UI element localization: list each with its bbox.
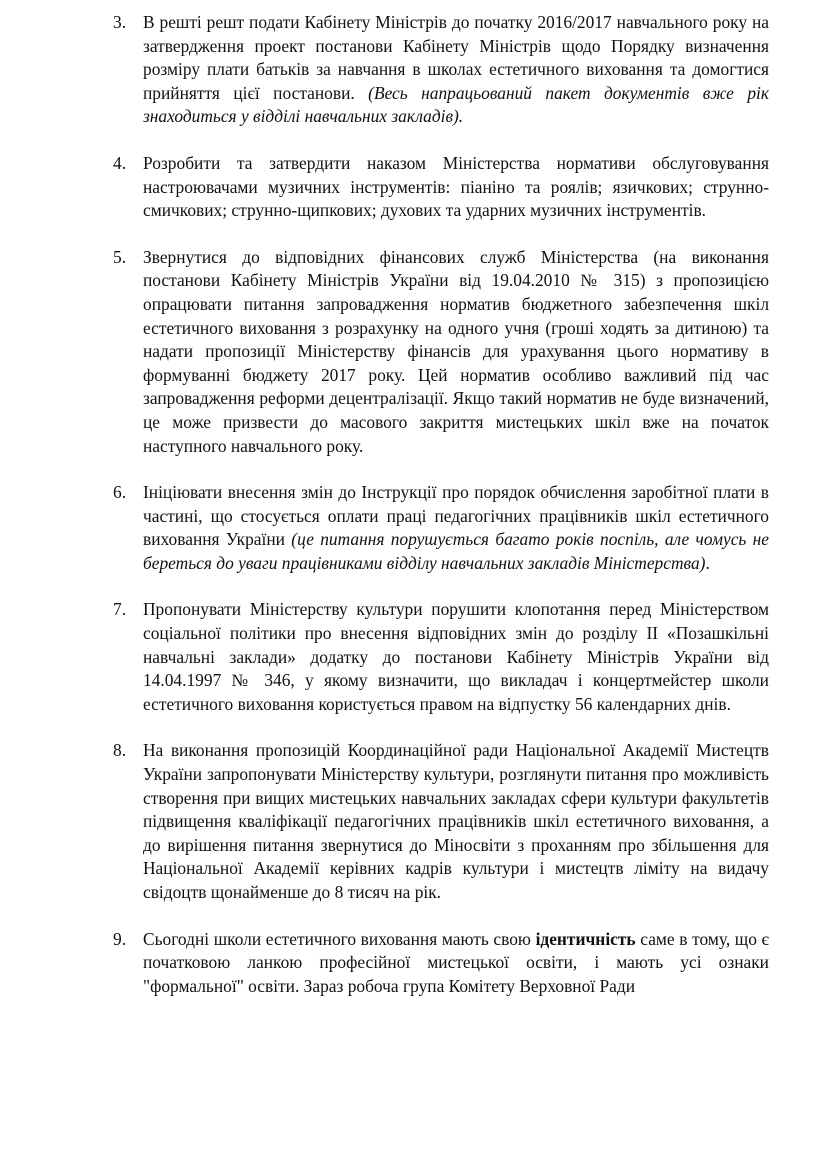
item-text bbox=[143, 928, 769, 999]
item-number: 6. bbox=[113, 482, 127, 503]
item-body: Сьогодні школи естетичного виховання мають свою bbox=[143, 928, 536, 949]
list-item-5 bbox=[113, 246, 769, 458]
list-item-7 bbox=[113, 598, 769, 716]
item-text bbox=[143, 11, 769, 129]
item-text: На виконання пропозицій Координаційної ради Національної Академії Мистецтв України запропонувати Міністерству культури, розглянути питання про можливість створення при вищих мистецьких навчальних закладах сфери культури факультетів підвищення кваліфікації педагогічних працівників шкіл естетичного виховання, а до вирішення питання звернутися до Міносвіти з проханням про збільшення для Національної Академії керівних кадрів культури і мистецтв ліміту на видачу свідоцтв щонайменше до 8 тисяч на рік. bbox=[143, 740, 769, 902]
item-bold-term: ідентичність bbox=[535, 928, 636, 949]
item-italic-note: (Весь напрацьований пакет документів вже рік знаходиться у відділі навчальних закладів). bbox=[143, 82, 769, 127]
list-item-3 bbox=[113, 11, 769, 129]
list-item-8 bbox=[113, 739, 769, 904]
item-tail: . bbox=[705, 552, 710, 573]
item-text: Розробити та затвердити наказом Міністерства нормативи обслуговування настроювачами музичних інструментів: піаніно та роялів; язичкових; струнно-смичкових; струнно-щипкових; духових та ударних музичних інструментів. bbox=[143, 152, 769, 221]
list-item-9 bbox=[113, 928, 769, 999]
item-number: 4. bbox=[113, 152, 127, 173]
document-page bbox=[113, 11, 769, 1021]
item-italic-note: (це питання порушується багато років поспіль, але чомусь не береться до уваги працівниками відділу навчальних закладів Міністерства) bbox=[143, 529, 769, 573]
list-item-6 bbox=[113, 481, 769, 575]
item-number: 5. bbox=[113, 246, 127, 267]
item-body: В решті решт подати Кабінету Міністрів до початку 2016/2017 навчального року на затвердження проект постанови Кабінету Міністрів щодо Порядку визначення розміру плати батьків за навчання в школах естетичного виховання та домогтися прийняття цієї постанови. bbox=[143, 12, 769, 103]
item-number: 7. bbox=[113, 599, 127, 620]
item-tail: саме в тому, що є початковою ланкою професійної мистецької освіти, і мають усі ознаки "формальної" освіти. Зараз робоча група Комітету Верховної Ради bbox=[143, 928, 770, 996]
item-text bbox=[143, 481, 769, 575]
item-number: 3. bbox=[113, 12, 127, 32]
item-text: Звернутися до відповідних фінансових служб Міністерства (на виконання постанови Кабінету Міністрів України від 19.04.2010 № 315) з пропозицією опрацювати питання запровадження норматив бюджетного забезпечення шкіл естетичного виховання з розрахунку на одного учня (гроші ходять за дитиною) та надати пропозиції Міністерству фінансів для урахування цього нормативу в формуванні бюджету 2017 року. Цей норматив особливо важливий під час запровадження реформи децентралізації. Якщо такий норматив не буде визначений, це може призвести до масового закриття мистецьких шкіл вже на початок наступного навчального року. bbox=[143, 246, 769, 456]
item-body: Ініціювати внесення змін до Інструкції про порядок обчислення заробітної плати в частині, що стосується оплати праці педагогічних працівників шкіл естетичного виховання України bbox=[143, 482, 769, 550]
item-number: 8. bbox=[113, 740, 127, 761]
list-item-4 bbox=[113, 152, 769, 223]
item-number: 9. bbox=[113, 928, 127, 949]
item-text: Пропонувати Міністерству культури порушити клопотання перед Міністерством соціальної політики про внесення відповідних змін до розділу ІІ «Позашкільні навчальні заклади» додатку до постанови Кабінету Міністрів України від 14.04.1997 № 346, у якому визначити, що викладач і концертмейстер школи естетичного виховання користується правом на відпустку 56 календарних днів. bbox=[143, 599, 769, 714]
